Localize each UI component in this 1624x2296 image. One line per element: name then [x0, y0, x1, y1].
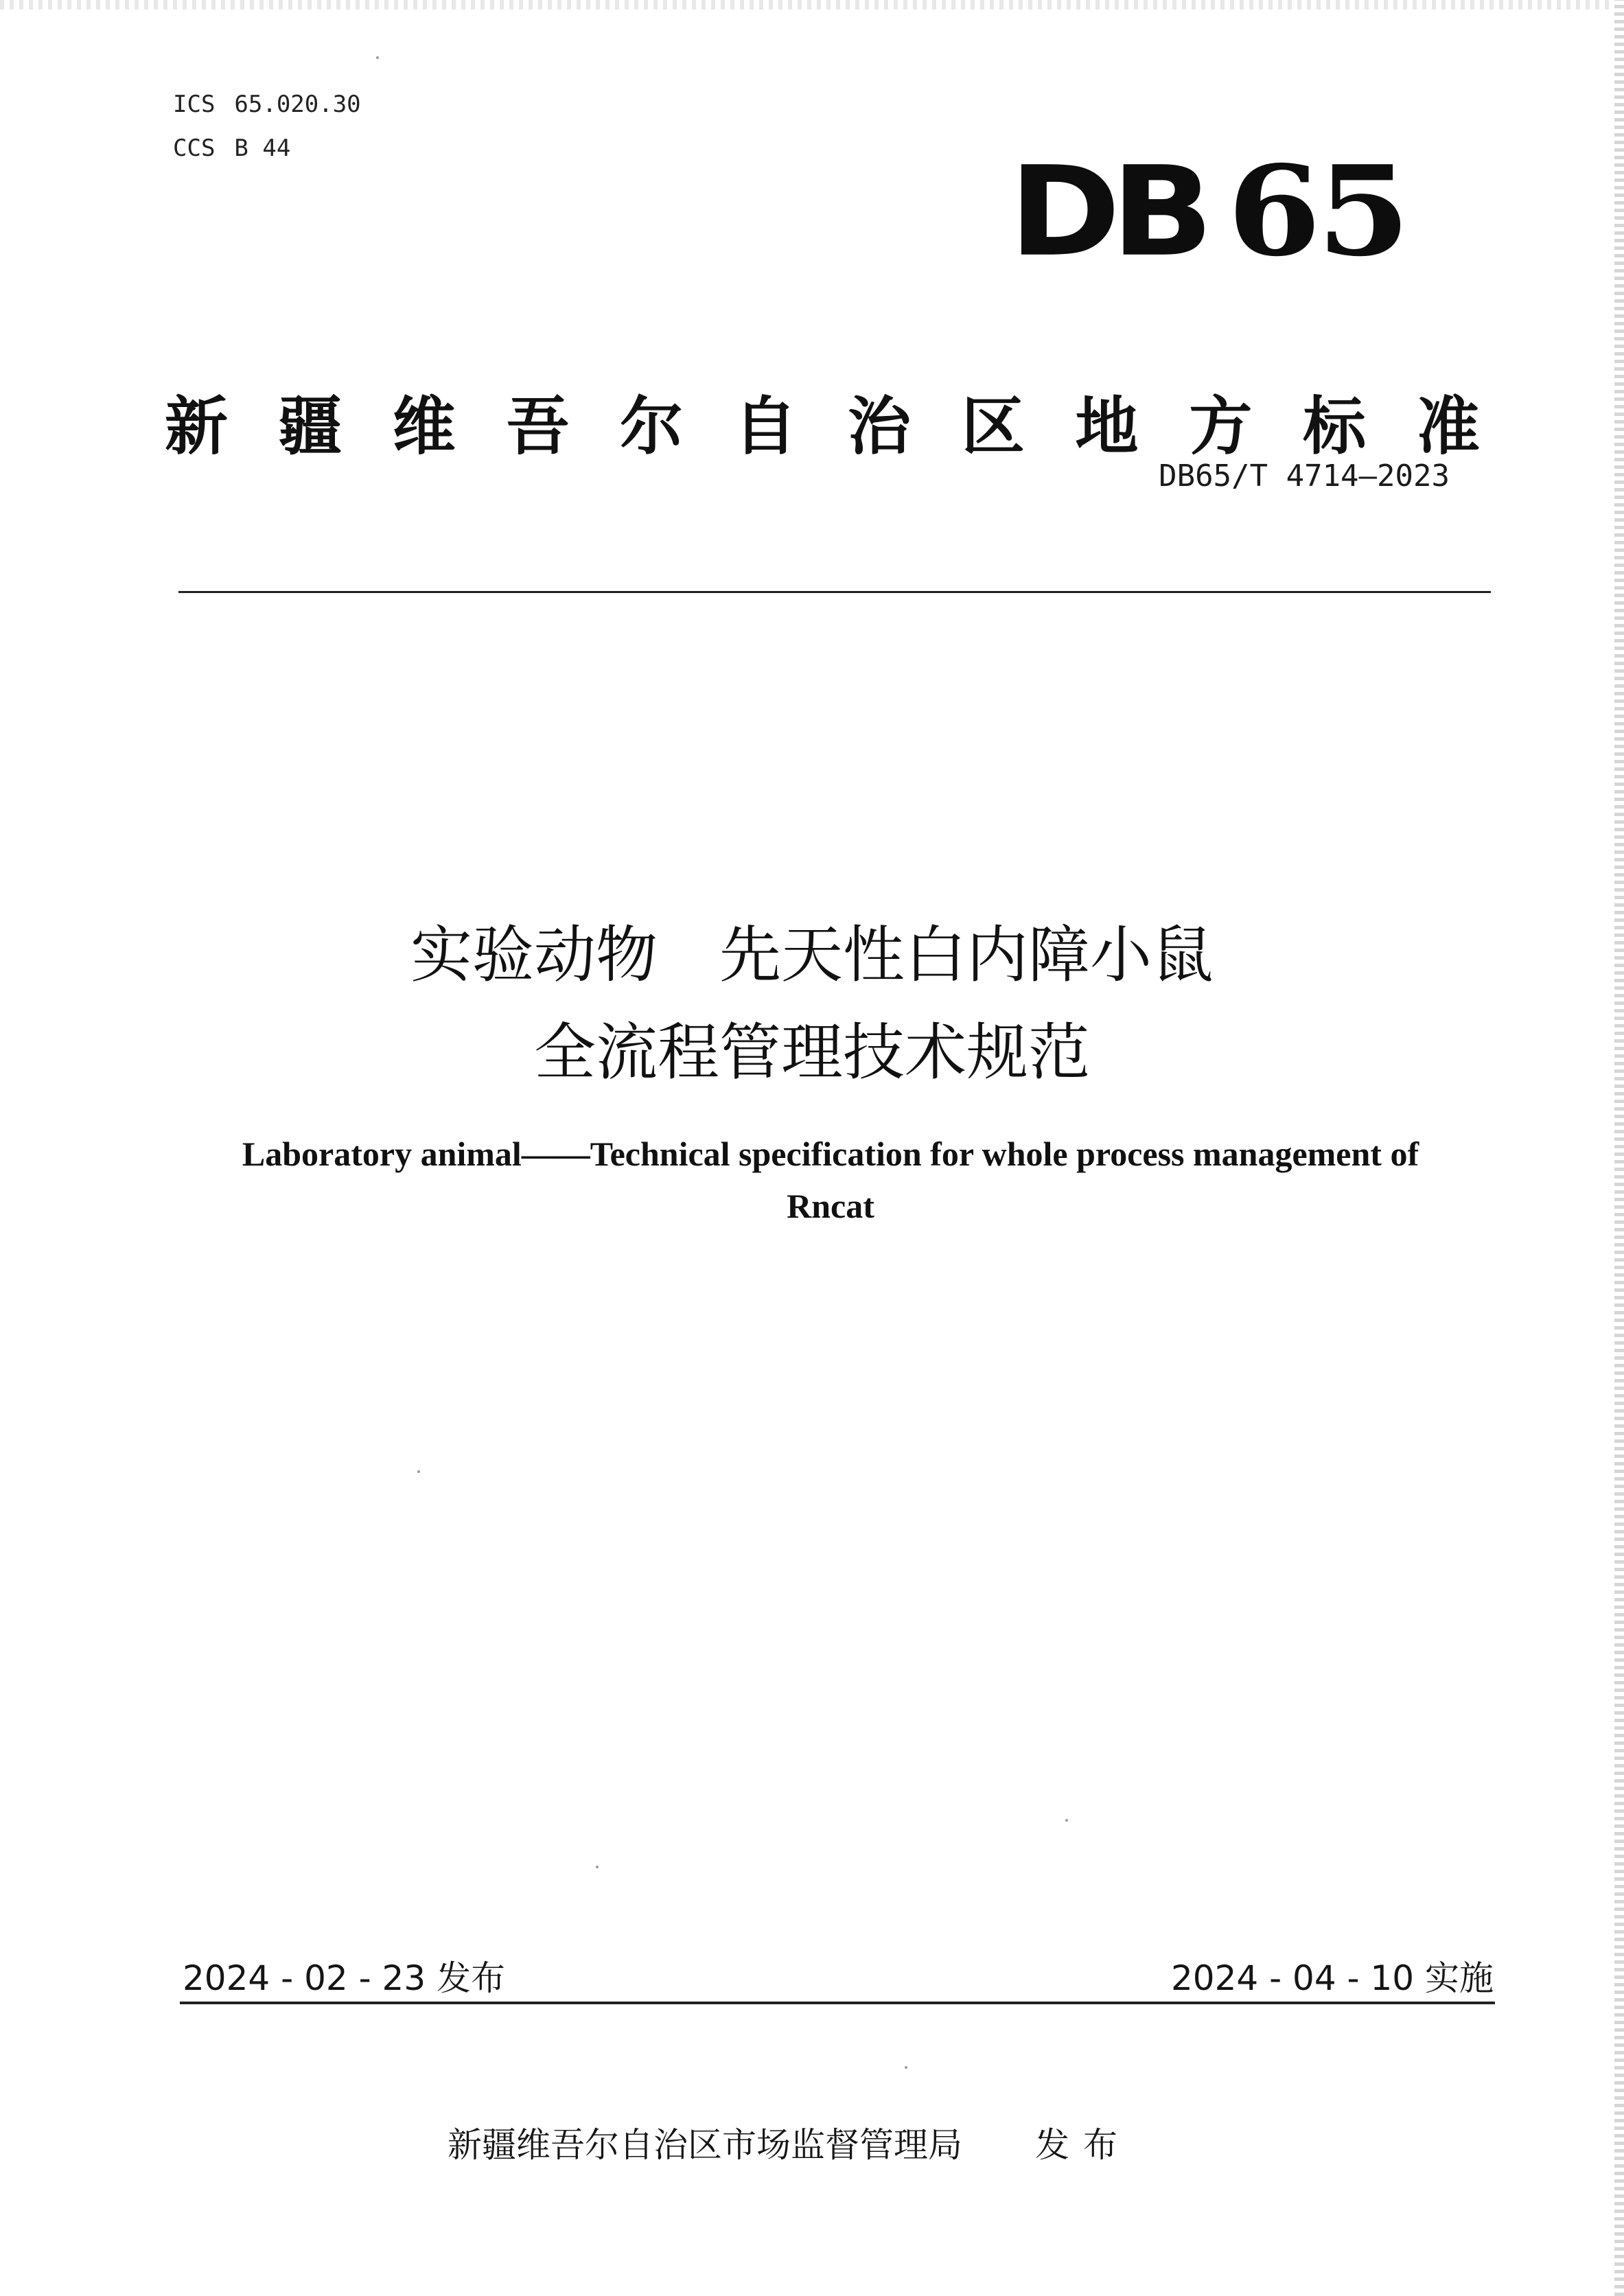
page-edge-right: [1614, 0, 1624, 2296]
ccs-row: [173, 135, 290, 162]
db65-logo: [1009, 139, 1406, 284]
scan-speck: [417, 1470, 420, 1473]
standard-type-char: 疆: [278, 390, 342, 463]
standard-code: DB65/T 4714—2023: [1159, 459, 1450, 494]
header-divider: [178, 591, 1491, 593]
standard-type-char: 尔: [620, 390, 684, 463]
scan-speck: [1065, 1819, 1068, 1822]
title-en-line-1: Laboratory animal——Technical specification for whole process management of: [242, 1135, 1419, 1173]
standard-type-char: 标: [1303, 390, 1367, 463]
scan-speck: [596, 1866, 599, 1868]
standard-type-char: 吾: [506, 390, 570, 463]
ics-value: 65.020.30: [234, 91, 361, 118]
standard-type-char: 自: [734, 390, 798, 463]
ics-label: ICS: [173, 91, 216, 118]
title-cn-line-2: 全流程管理技术规范: [534, 1017, 1090, 1089]
logo-number: 65: [1227, 139, 1406, 284]
scan-speck: [905, 2066, 907, 2069]
title-en-line-2: Rncat: [787, 1187, 874, 1225]
logo-prefix: DB: [1009, 140, 1205, 284]
ccs-label: CCS: [173, 135, 216, 162]
standard-type-char: 方: [1189, 390, 1253, 463]
standard-type-char: 新: [165, 390, 229, 463]
scan-speck: [376, 56, 379, 59]
standard-type-heading: [165, 376, 1480, 467]
page-edge-top: [0, 0, 1624, 10]
publisher-name: 新疆维吾尔自治区市场监督管理局: [448, 2125, 962, 2165]
standard-type-char: 治: [847, 390, 911, 463]
standard-type-char: 地: [1075, 390, 1139, 463]
effective-date: 2024 - 04 - 10 实施: [1170, 1958, 1494, 1998]
title-cn-line-1: 实验动物 先天性白内障小鼠: [410, 919, 1214, 991]
footer-divider: [180, 2002, 1495, 2004]
publisher-line: [448, 2118, 1131, 2167]
publisher-action: 发布: [1035, 2125, 1131, 2165]
standard-type-char: 区: [961, 390, 1025, 463]
ccs-value: B 44: [234, 135, 291, 162]
ics-row: [173, 91, 361, 118]
standard-type-char: 维: [392, 390, 456, 463]
standard-type-char: 准: [1416, 390, 1480, 463]
release-date: 2024 - 02 - 23 发布: [183, 1958, 506, 1998]
